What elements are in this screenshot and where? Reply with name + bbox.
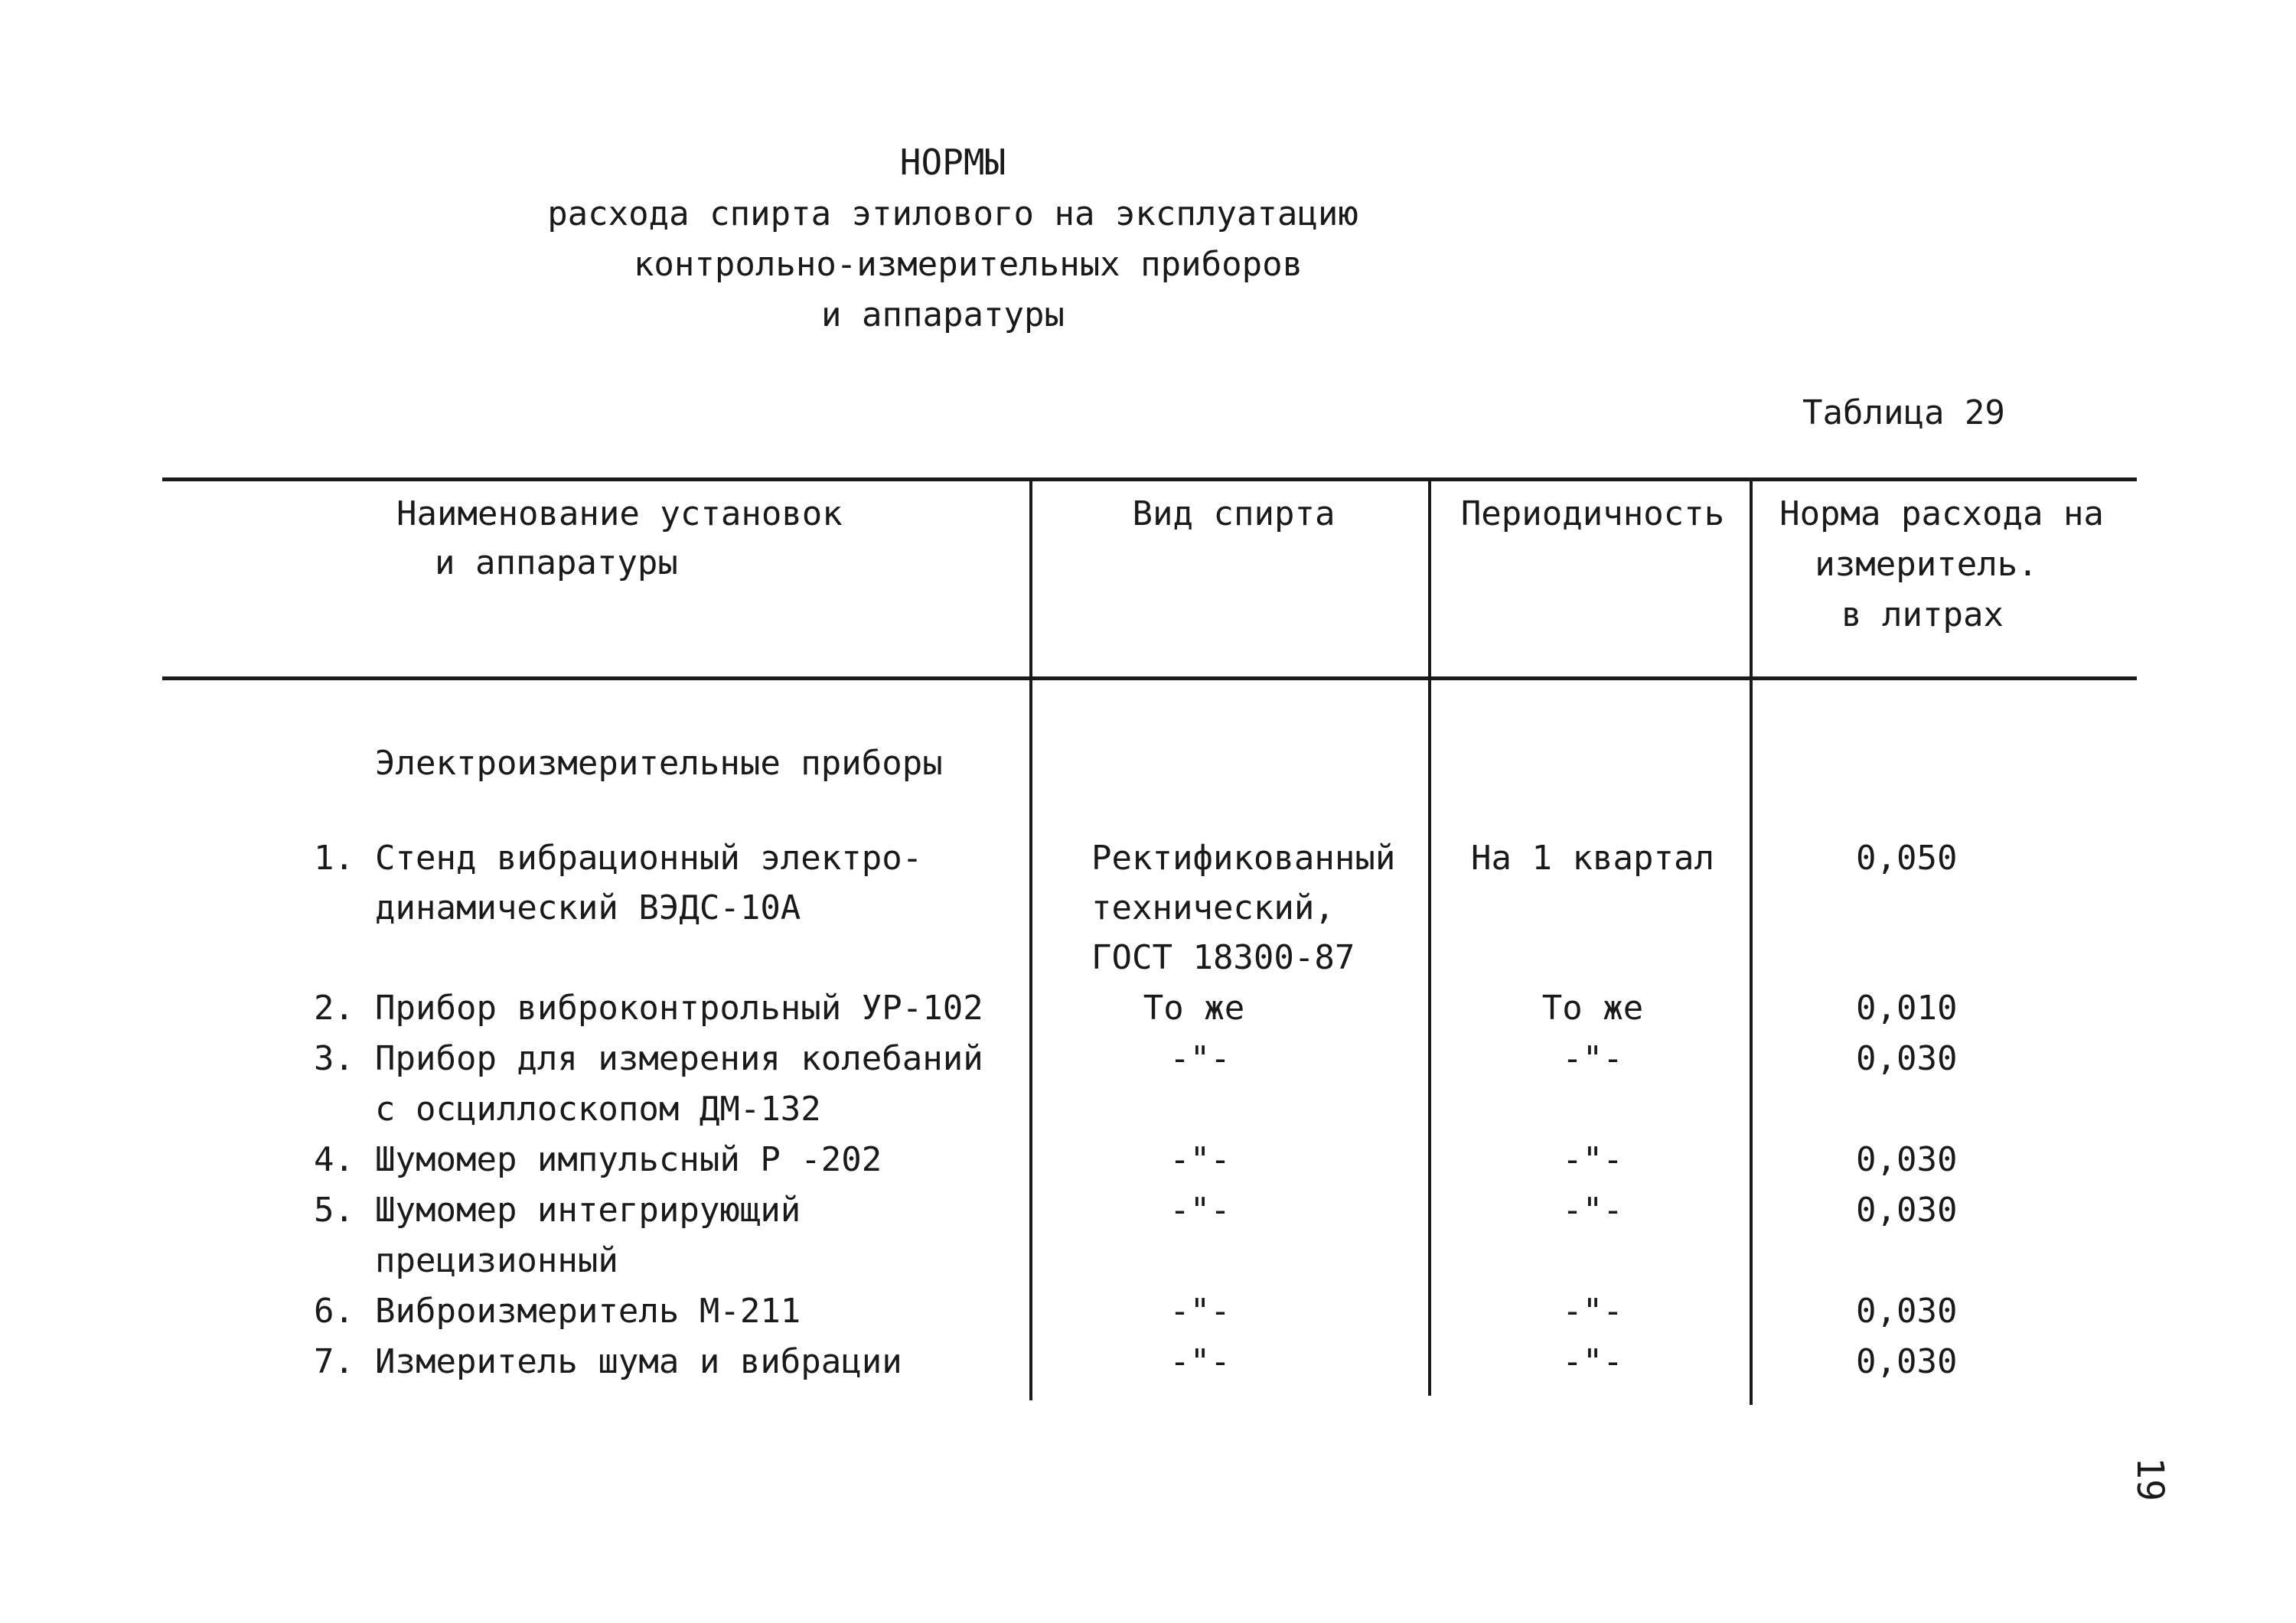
row-6-name-line-1: Виброизмеритель М-211 [375,1292,801,1331]
row-4-norm: 0,030 [1856,1140,1958,1179]
doc-subtitle-line-3: и аппаратуры [821,295,1065,334]
row-2-period: То же [1541,989,1644,1028]
header-name-line-1: Наименование установок [396,494,843,533]
table-number-label: Таблица 29 [1802,393,2005,432]
row-1-type-line-2: технический, [1091,888,1335,927]
row-5-name-line-1: Шумомер интегрирующий [375,1191,801,1230]
row-4-name-line-1: Шумомер импульсный Р -202 [375,1140,882,1179]
row-6-norm: 0,030 [1856,1292,1958,1331]
table-header-bottom-rule [162,676,2137,680]
row-3-name-line-2: с осциллоскопом ДМ-132 [375,1090,821,1129]
header-period: Периодичность [1460,494,1725,533]
column-divider-1 [1029,477,1032,1400]
row-5-norm: 0,030 [1856,1191,1958,1230]
header-name-line-2: и аппаратуры [435,543,678,582]
row-1-type-line-3: ГОСТ 18300-87 [1091,938,1355,977]
row-1-type-line-1: Ректификованный [1091,839,1396,878]
row-5-name-line-2: прецизионный [375,1241,618,1280]
table-top-rule [162,477,2137,481]
row-6-period: -"- [1562,1292,1623,1331]
doc-subtitle-line-1: расхода спирта этилового на эксплуатацию [547,194,1358,233]
row-7-norm: 0,030 [1856,1342,1958,1381]
row-6-type: -"- [1169,1292,1231,1331]
row-2-number: 2. [314,989,354,1028]
column-divider-3 [1750,477,1753,1405]
row-5-period: -"- [1562,1191,1623,1230]
row-4-period: -"- [1562,1140,1623,1179]
row-5-number: 5. [314,1191,354,1230]
row-2-type: То же [1143,989,1245,1028]
row-3-number: 3. [314,1039,354,1078]
row-1-norm: 0,050 [1856,839,1958,878]
row-3-period: -"- [1562,1039,1623,1078]
row-6-number: 6. [314,1292,354,1331]
header-type: Вид спирта [1132,494,1336,533]
header-norm-line-1: Норма расхода на [1779,494,2104,533]
page-number: 19 [2128,1457,2171,1501]
row-2-norm: 0,010 [1856,989,1958,1028]
section-title: Электроизмерительные приборы [375,744,943,783]
row-7-number: 7. [314,1342,354,1381]
row-3-name-line-1: Прибор для измерения колебаний [375,1039,983,1078]
row-7-type: -"- [1169,1342,1231,1381]
row-4-type: -"- [1169,1140,1231,1179]
row-5-type: -"- [1169,1191,1231,1230]
column-divider-2 [1428,477,1431,1396]
row-1-name-line-2: динамический ВЭДС-10А [375,888,801,927]
header-norm-line-3: в литрах [1841,595,2004,634]
row-1-period: На 1 квартал [1471,839,1714,878]
row-1-number: 1. [314,839,354,878]
row-3-norm: 0,030 [1856,1039,1958,1078]
doc-subtitle-line-2: контрольно-измерительных приборов [633,245,1303,284]
header-norm-line-2: измеритель. [1815,545,2038,584]
row-7-name-line-1: Измеритель шума и вибрации [375,1342,902,1381]
row-7-period: -"- [1562,1342,1623,1381]
row-3-type: -"- [1169,1039,1231,1078]
doc-title: НОРМЫ [899,142,1006,183]
row-1-name-line-1: Стенд вибрационный электро- [375,839,923,878]
row-2-name-line-1: Прибор виброконтрольный УР-102 [375,989,983,1028]
row-4-number: 4. [314,1140,354,1179]
